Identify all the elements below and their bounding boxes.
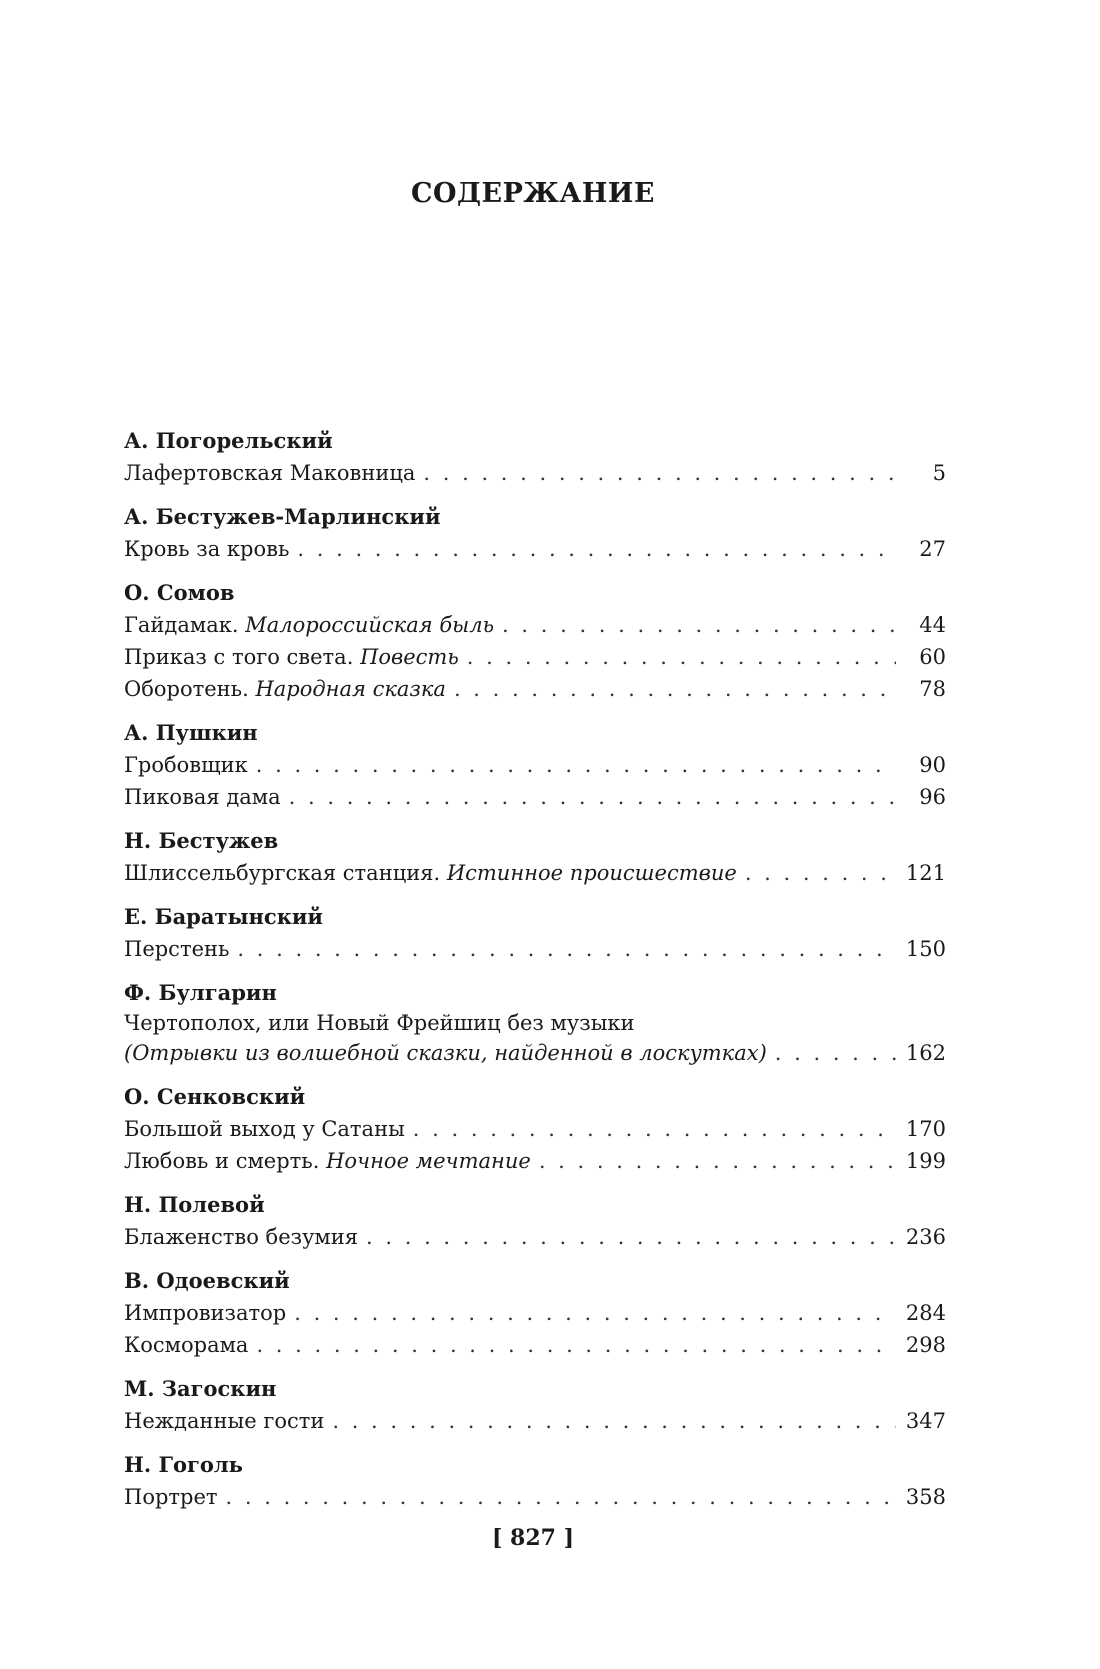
entry-page-number: 121 (905, 861, 946, 885)
entry-page-number: 162 (905, 1041, 946, 1065)
toc-section (124, 1449, 946, 1513)
author-name: М. Загоскин (124, 1376, 277, 1401)
entry-subtitle: Повесть (360, 645, 459, 669)
dot-leader (745, 857, 896, 889)
dot-leader (297, 533, 896, 565)
entry-page-number: 96 (919, 785, 946, 809)
entry-main-title: Гайдамак. (124, 613, 239, 637)
entry-page-number: 347 (905, 1409, 946, 1433)
entry-page-number: 170 (905, 1117, 946, 1141)
entry-page-number: 199 (905, 1149, 946, 1173)
entry-title (124, 933, 229, 965)
entry-title (124, 1221, 358, 1253)
toc-entry[interactable] (124, 533, 946, 565)
entry-main-title: Косморама (124, 1333, 249, 1357)
author-name: А. Пушкин (124, 720, 258, 745)
entry-title (124, 533, 289, 565)
dot-leader (454, 673, 896, 705)
dot-leader (294, 1297, 896, 1329)
dot-leader (226, 1481, 896, 1513)
dot-leader (502, 609, 896, 641)
dot-leader (332, 1405, 896, 1437)
entry-title (124, 1405, 324, 1437)
toc-entry[interactable] (124, 1145, 946, 1177)
author-name: Н. Бестужев (124, 828, 279, 853)
author-name: А. Погорельский (124, 428, 333, 453)
author-name: Н. Гоголь (124, 1452, 243, 1477)
entry-page-number: 27 (919, 537, 946, 561)
author-name: А. Бестужев-Марлинский (124, 504, 441, 529)
toc-entry[interactable] (124, 1037, 946, 1069)
entry-main-title: Шлиссельбургская станция. (124, 861, 441, 885)
toc-section (124, 977, 946, 1069)
entry-main-title: Большой выход у Сатаны (124, 1117, 405, 1141)
entry-title (124, 1481, 218, 1513)
toc-entry[interactable] (124, 1329, 946, 1361)
entry-page-number: 44 (919, 613, 946, 637)
toc-section (124, 1189, 946, 1253)
entry-main-title: Импровизатор (124, 1301, 287, 1325)
entry-page-number: 284 (905, 1301, 946, 1325)
author-name: Ф. Булгарин (124, 980, 277, 1005)
dot-leader (413, 1113, 896, 1145)
entry-main-title: Блаженство безумия (124, 1225, 359, 1249)
entry-main-title: Гробовщик (124, 753, 248, 777)
entry-main-title: Оборотень. (124, 677, 249, 701)
entry-title (124, 1113, 405, 1145)
dot-leader (256, 1329, 896, 1361)
entry-page-number: 60 (919, 645, 946, 669)
dot-leader (289, 781, 896, 813)
entry-main-title: Нежданные гости (124, 1409, 325, 1433)
page-number: [ 827 ] (491, 1525, 575, 1551)
entry-page-number: 5 (932, 461, 946, 485)
entry-title (124, 609, 494, 641)
dot-leader (237, 933, 896, 965)
toc-entry[interactable] (124, 609, 946, 641)
entry-title (124, 781, 281, 813)
dot-leader (775, 1037, 896, 1069)
toc-entry[interactable] (124, 857, 946, 889)
entry-subtitle: (Отрывки из волшебной сказки, найденной в лоскутках) (124, 1041, 767, 1065)
entry-main-title: Перстень (124, 937, 230, 961)
entry-title (124, 1297, 286, 1329)
dot-leader (467, 641, 896, 673)
entry-title (124, 749, 248, 781)
toc-entry[interactable] (124, 1297, 946, 1329)
dot-leader (256, 749, 896, 781)
entry-page-number: 236 (905, 1225, 946, 1249)
toc-entry[interactable] (124, 1221, 946, 1253)
toc-section (124, 825, 946, 889)
toc-entry[interactable] (124, 641, 946, 673)
toc-entry[interactable] (124, 781, 946, 813)
toc-section (124, 1373, 946, 1437)
toc-section (124, 577, 946, 705)
author-name: Н. Полевой (124, 1192, 265, 1217)
author-name: О. Сомов (124, 580, 235, 605)
entry-subtitle: Народная сказка (255, 677, 446, 701)
entry-main-title: Приказ с того света. (124, 645, 354, 669)
toc-section (124, 425, 946, 489)
entry-title (124, 1145, 531, 1177)
toc-section (124, 501, 946, 565)
entry-subtitle: Малороссийская быль (245, 613, 495, 637)
toc-entry[interactable] (124, 749, 946, 781)
author-name: В. Одоевский (124, 1268, 290, 1293)
entry-main-title: Любовь и смерть. (124, 1149, 320, 1173)
entry-page-number: 298 (905, 1333, 946, 1357)
entry-title (124, 1329, 248, 1361)
entry-title (124, 457, 415, 489)
dot-leader (423, 457, 896, 489)
toc-section (124, 901, 946, 965)
entry-title (124, 857, 737, 889)
toc-entry[interactable] (124, 457, 946, 489)
entry-page-number: 358 (905, 1485, 946, 1509)
entry-page-number: 150 (905, 937, 946, 961)
entry-page-number: 78 (919, 677, 946, 701)
dot-leader (366, 1221, 896, 1253)
entry-main-title: Кровь за кровь (124, 537, 290, 561)
author-name: О. Сенковский (124, 1084, 306, 1109)
toc-section (124, 1081, 946, 1177)
entry-main-title: Портрет (124, 1485, 218, 1509)
entry-title (124, 1037, 767, 1069)
toc-entry[interactable] (124, 673, 946, 705)
entry-title (124, 673, 446, 705)
entry-title (124, 641, 459, 673)
toc-entry[interactable] (124, 1113, 946, 1145)
entry-title-line: Чертополох, или Новый Фрейшиц без музыки (124, 1011, 635, 1035)
author-name: Е. Баратынский (124, 904, 324, 929)
table-of-contents (124, 425, 946, 1513)
entry-main-title: Лафертовская Маковница (124, 461, 416, 485)
toc-entry[interactable] (124, 933, 946, 965)
page-title: СОДЕРЖАНИЕ (411, 178, 655, 209)
entry-page-number: 90 (919, 753, 946, 777)
toc-section (124, 1265, 946, 1361)
entry-main-title: Пиковая дама (124, 785, 281, 809)
entry-subtitle: Ночное мечтание (326, 1149, 531, 1173)
toc-section (124, 717, 946, 813)
toc-entry[interactable] (124, 1481, 946, 1513)
toc-entry[interactable] (124, 1405, 946, 1437)
dot-leader (539, 1145, 896, 1177)
entry-subtitle: Истинное происшествие (446, 861, 737, 885)
